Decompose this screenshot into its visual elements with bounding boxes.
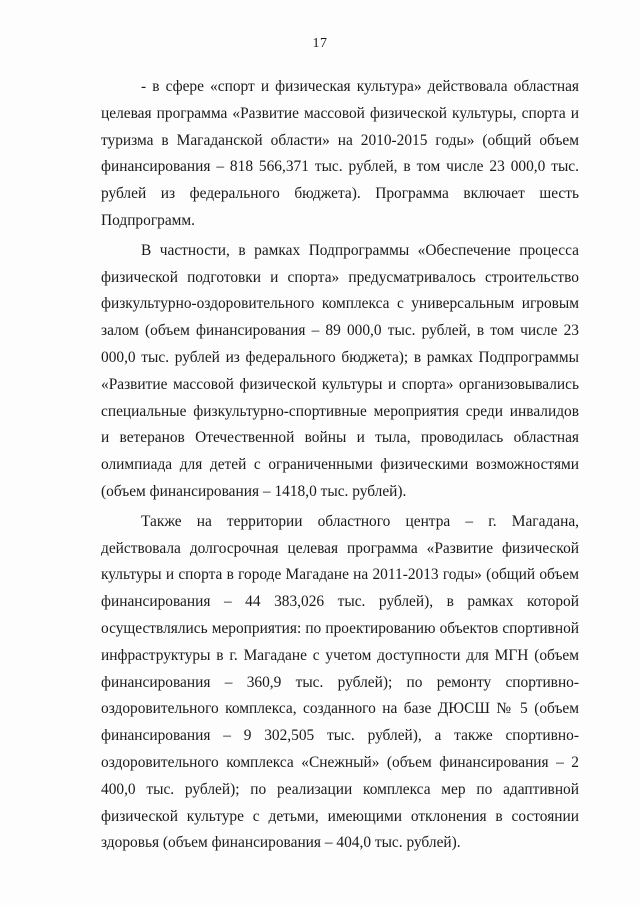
page-number: 17 [312, 36, 328, 51]
paragraph-sport-program: - в сфере «спорт и физическая культура» действовала областная целевая программа «Развитие массовой физической культуры, спорта и туризма в Магаданской области» на 2010-2015 годы» (общий объем финансирования – 818 566,371 тыс. рублей, в том числе 23 000,0 тыс. рублей из федерального бюджета). Программа включает шесть Подпрограмм. [101, 78, 579, 229]
document-body [101, 74, 579, 857]
paragraph-subprograms: В частности, в рамках Подпрограммы «Обеспечение процесса физической подготовки и спорта» предусматривалось строительство физкультурно-оздоровительного комплекса с универсальным игровым залом (объем финансирования – 89 000,0 тыс. рублей, в том числе 23 000,0 тыс. рублей из федерального бюджета); в рамках Подпрограммы «Развитие массовой физической культуры и спорта» организовывались специальные физкультурно-спортивные мероприятия среди инвалидов и ветеранов Отечественной войны и тыла, проводилась областная олимпиада для детей с ограниченными физическими возможностями (объем финансирования – 1418,0 тыс. рублей). [101, 241, 579, 500]
paragraph-magadan-program: Также на территории областного центра – г. Магадана, действовала долгосрочная целевая программа «Развитие физической культуры и спорта в городе Магадане на 2011-2013 годы» (общий объем финансирования – 44 383,026 тыс. рублей), в рамках которой осуществлялись мероприятия: по проектированию объектов спортивной инфраструктуры в г. Магадане с учетом доступности для МГН (объем финансирования – 360,9 тыс. рублей); по ремонту спортивно-оздоровительного комплекса, созданного на базе ДЮСШ № 5 (объем финансирования – 9 302,505 тыс. рублей), а также спортивно-оздоровительного комплекса «Снежный» (объем финансирования – 2 400,0 тыс. рублей); по реализации комплекса мер по адаптивной физической культуре с детьми, имеющими отклонения в состоянии здоровья (объем финансирования – 404,0 тыс. рублей). [101, 512, 579, 852]
